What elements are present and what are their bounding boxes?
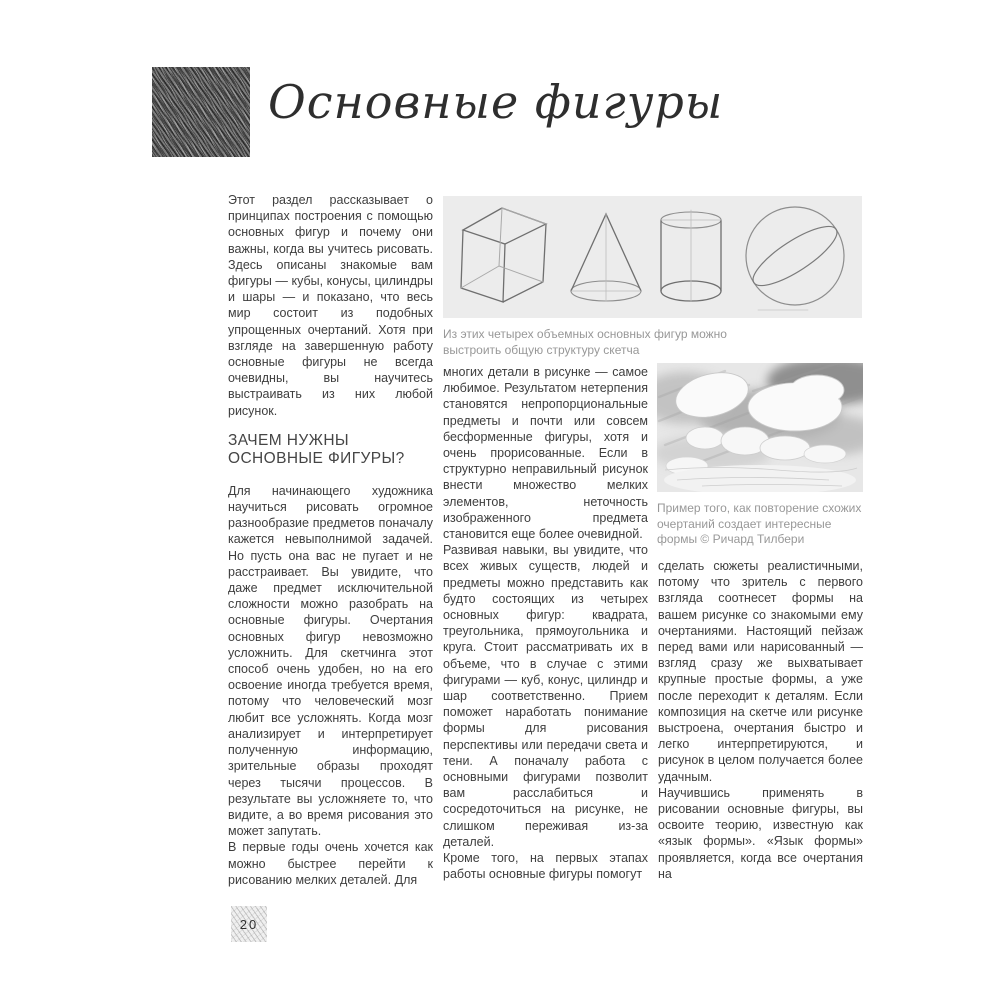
text-column-1 bbox=[228, 192, 433, 888]
paragraph: Развивая навыки, вы увидите, что всех живых существ, людей и предметы можно представить как будто состоящих из четырех основных фигур: квадрата, треугольника, прямоугольника и круга. Стоит рассматривать их в объеме, что в случае с этими фигурами — куб, конус, цилиндр и шар соответственно. Прием поможет наработать понимание формы для рисования перспективы или передачи света и тени. А поначалу работа с основными фигурами позволит вам расслабиться и сосредоточиться на рисунке, не слишком переживая из-за деталей. bbox=[443, 543, 648, 849]
paragraph: В первые годы очень хочется как можно быстрее перейти к рисованию мелких деталей. Для bbox=[228, 840, 433, 887]
clouds-illustration bbox=[657, 363, 863, 492]
text-column-2 bbox=[443, 364, 648, 883]
paragraph: Кроме того, на первых этапах работы основные фигуры помогут bbox=[443, 851, 648, 882]
basic-shapes-illustration bbox=[443, 196, 862, 318]
pencil-texture-swatch bbox=[152, 67, 250, 157]
paragraph: Для начинающего художника научиться рисовать огромное разнообразие предметов поначалу кажется невыполнимой задачей. Но пусть она вас не пугает и не расстраивает. Вы увидите, что даже предмет исключительной сложности можно разобрать на основные фигуры. Очертания основных фигур невозможно усложнить. Для скетчинга этот способ очень удобен, но на его освоение иногда требуется время, потому что человеческий мозг любит все усложнять. Когда мозг анализирует и интерпретирует полученную информацию, зрительные образы проходят через тысячи процессов. В результате вы усложняете то, что видите, а во время рисования это может запутать. bbox=[228, 483, 433, 839]
page-title: Основные фигуры bbox=[268, 75, 724, 129]
figure-basic-shapes bbox=[443, 196, 862, 358]
figure-caption: Из этих четырех объемных основных фигур можно выстроить общую структуру скетча bbox=[443, 327, 727, 357]
figure-clouds bbox=[657, 363, 863, 548]
intro-paragraph: Этот раздел рассказывает о принципах построения с помощью основных фигур и почему они важны, когда вы учитесь рисовать. Здесь описаны знакомые вам фигуры — кубы, конусы, цилиндры и шары — и показано, что весь мир состоит из подобных упрощенных очертаний. Хотя при взгляде на завершенную работу основные фигуры не всегда очевидны, вы научитесь выстраивать из них любой рисунок. bbox=[228, 193, 433, 418]
page-number-badge bbox=[231, 906, 267, 942]
figure-caption: Пример того, как повторение схожих очертаний создает интересные формы © Ричард Тилбери bbox=[657, 501, 862, 546]
sphere-sketch bbox=[746, 207, 845, 310]
cylinder-sketch bbox=[661, 210, 721, 301]
cone-sketch bbox=[571, 214, 641, 301]
paragraph: сделать сюжеты реалистичными, потому что зритель с первого взгляда соотнесет формы на вашем рисунке со знакомыми ему очертаниями. Настоящий пейзаж перед вами или нарисованный — взгляд сразу же выхватывает крупные простые формы, а уже после переходит к деталям. Если композиция на скетче или рисунке выстроена, очертания быстро и легко интерпретируются, и рисунок в целом получается более удачным. bbox=[658, 559, 863, 784]
page-number: 20 bbox=[239, 916, 259, 932]
cube-sketch bbox=[461, 208, 546, 302]
paragraph: Научившись применять в рисовании основные фигуры, вы освоите теорию, известную как «язык формы». «Язык формы» проявляется, когда все очертания на bbox=[658, 785, 863, 881]
paragraph: многих детали в рисунке — самое любимое. Результатом нетерпения становятся непропорциональные предметы и почти или совсем бесформенные фигуры, хотя и очень прорисованные. Если в структурно неправильный рисунок внести множество мелких элементов, неточность изображенного предмета становится еще более очевидной. bbox=[443, 365, 648, 542]
section-heading-line1: ЗАЧЕМ НУЖНЫ bbox=[228, 431, 350, 449]
section-heading bbox=[228, 432, 433, 468]
section-heading-line2: ОСНОВНЫЕ ФИГУРЫ? bbox=[228, 449, 405, 467]
text-column-3 bbox=[658, 558, 863, 882]
